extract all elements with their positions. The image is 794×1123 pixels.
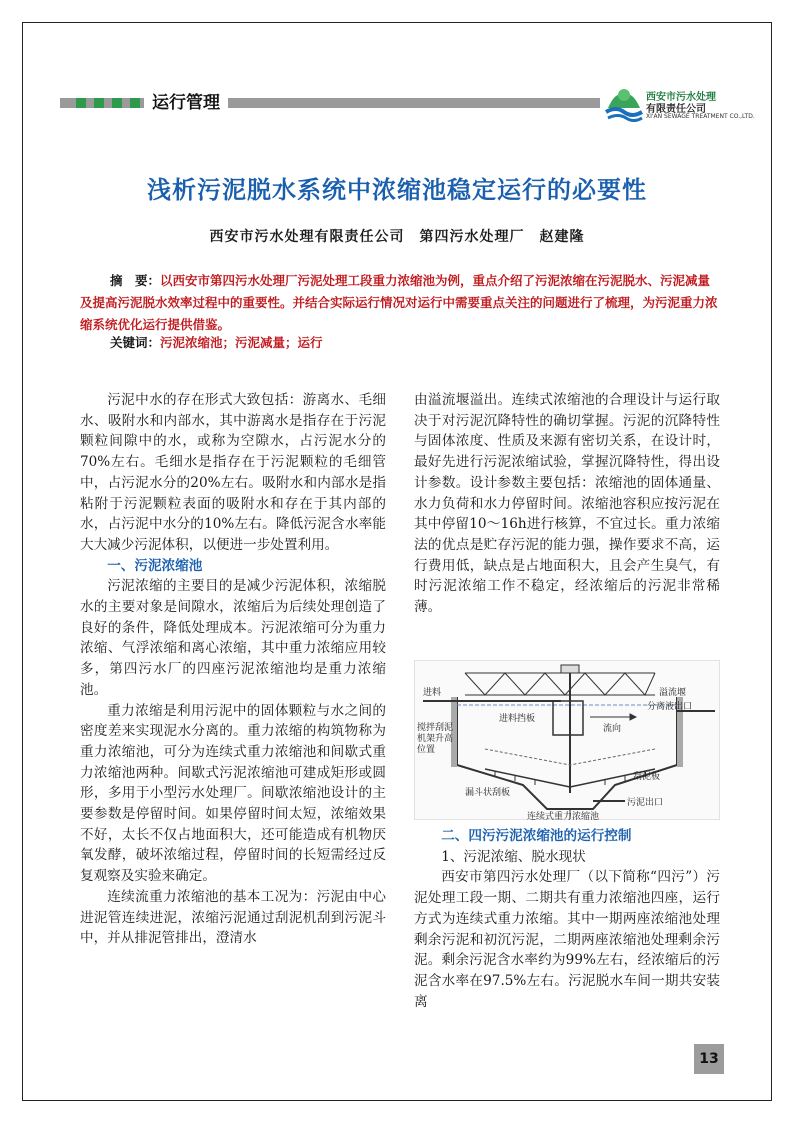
header-square — [130, 98, 140, 108]
subsection-heading: 1、污泥浓缩、脱水现状 — [441, 848, 586, 865]
section-label: 运行管理 — [144, 90, 228, 116]
logo-name-line2: 有限责任公司 — [646, 104, 706, 115]
logo-emblem-icon — [604, 82, 644, 122]
article-author: 西安市污水处理有限责任公司 第四污水处理厂 赵建隆 — [209, 229, 585, 245]
keywords-text: 污泥浓缩池；污泥减量；运行 — [160, 335, 323, 350]
keywords — [110, 333, 720, 351]
label-scraper: 刮泥板 — [633, 772, 661, 782]
header-square — [94, 98, 104, 108]
label-overflow-weir: 溢流堰 — [659, 688, 687, 698]
paragraph: 西安市第四污水处理厂（以下简称“四污”）污泥处理工段一期、二期共有重力浓缩池四座，运行方式为连续式重力浓缩。其中一期两座浓缩池处理剩余污泥和初沉污泥，二期两座浓缩池处理剩余污泥。剩余污泥含水率约为99%左右，经浓缩后的污泥含水率在97.5%左右。污泥脱水车间一期共安装离 — [414, 869, 720, 1010]
label-sludge-outlet: 污泥出口 — [627, 798, 664, 808]
header-square — [76, 98, 86, 108]
paragraph: 连续流重力浓缩池的基本工况为：污泥由中心进泥管连续进泥，浓缩污泥通过刮泥机刮到污泥斗中，并从排泥管排出，澄清水 — [80, 888, 386, 947]
abstract-label: 摘 要： — [110, 273, 161, 288]
logo-english-name: XI'AN SEWAGE TREATMENT CO.,LTD. — [646, 113, 755, 120]
keywords-label: 关键词： — [110, 335, 161, 350]
label-baffle: 进料挡板 — [499, 714, 536, 724]
paragraph: 重力浓缩是利用污泥中的固体颗粒与水之间的密度差来实现泥水分离的。重力浓缩的构筑物称为重力浓缩池，可分为连续式重力浓缩池和间歇式重力浓缩池两种。间歇式污泥浓缩池可建成矩形或圆形，多用于小型污水处理厂。间歇浓缩池设计的主要参数是停留时间。如果停留时间太短，浓缩效果不好，太长不仅占地面积大，还可能造成有机物厌氧发酵，破坏浓缩过程，停留时间的长短需经过反复观察及实验来确定。 — [80, 702, 386, 885]
article-title: 浅析污泥脱水系统中浓缩池稳定运行的必要性 — [147, 176, 647, 204]
page-number: 13 — [694, 1044, 724, 1074]
right-column — [414, 390, 720, 618]
paragraph: 污泥浓缩的主要目的是减少污泥体积，浓缩脱水的主要对象是间隙水，浓缩后为后续处理创造了良好的条件，降低处理成本。污泥浓缩可分为重力浓缩、气浮浓缩和离心浓缩，其中重力浓缩应用较多，第四污水厂的四座污泥浓缩池均是重力浓缩池。 — [80, 578, 386, 698]
section-heading: 二、四污污泥浓缩池的运行控制 — [441, 828, 632, 844]
label-scraper-lift: 搅拌刮泥机架升高位置 — [417, 723, 454, 755]
label-funnel-scraper: 漏斗状刮板 — [465, 788, 511, 798]
paragraph: 污泥中水的存在形式大致包括：游离水、毛细水、吸附水和内部水，其中游离水是指存在于污泥颗粒间隙中的水，或称为空隙水，占污泥水分的70%左右。毛细水是指存在于污泥颗粒的毛细管中，占污泥水分的20%左右。吸附水和内部水是指粘附于污泥颗粒表面的吸附水和存在于其内部的水，占污泥中水分的10%左右。降低污泥含水率能大大减少污泥体积，以便进一步处置利用。 — [80, 392, 386, 553]
company-logo — [604, 82, 755, 126]
figure-caption: 连续式重力浓缩池 — [527, 812, 600, 822]
header-square — [112, 98, 122, 108]
abstract — [80, 270, 720, 336]
label-inlet: 进料 — [423, 688, 442, 698]
section-heading: 一、污泥浓缩池 — [107, 557, 203, 574]
paragraph: 由溢流堰溢出。连续式浓缩池的合理设计与运行取决于对污泥沉降特性的确切掌握。污泥的沉降特性与固体浓度、性质及来源有密切关系，在设计时，最好先进行污泥浓缩试验，掌握沉降特性，得出设计参数。设计参数主要包括：浓缩池的固体通量、水力负荷和水力停留时间。浓缩池容积应按污泥在其中停留10～16h进行核算，不宜过长。重力浓缩法的优点是贮存污泥的能力强，操作要求不高，运行费用低，缺点是占地面积大，且会产生臭气，有时污泥浓缩工作不稳定，经浓缩后的污泥非常稀薄。 — [414, 392, 720, 616]
label-separated-outlet: 分离液出口 — [647, 702, 693, 712]
label-flow-direction: 流向 — [603, 724, 622, 734]
abstract-text: 以西安市第四污水处理厂污泥处理工段重力浓缩池为例，重点介绍了污泥浓缩在污泥脱水、污泥减量及提高污泥脱水效率过程中的重要性。并结合实际运行情况对运行中需要重点关注的问题进行了梳理，为污泥重力浓缩系统优化运行提供借鉴。 — [80, 273, 718, 332]
logo-name-line1: 西安市污水处理 — [646, 92, 716, 103]
thickener-diagram — [414, 660, 720, 820]
header-bar — [60, 98, 600, 108]
right-column-lower — [414, 826, 720, 1012]
left-column — [80, 390, 386, 949]
